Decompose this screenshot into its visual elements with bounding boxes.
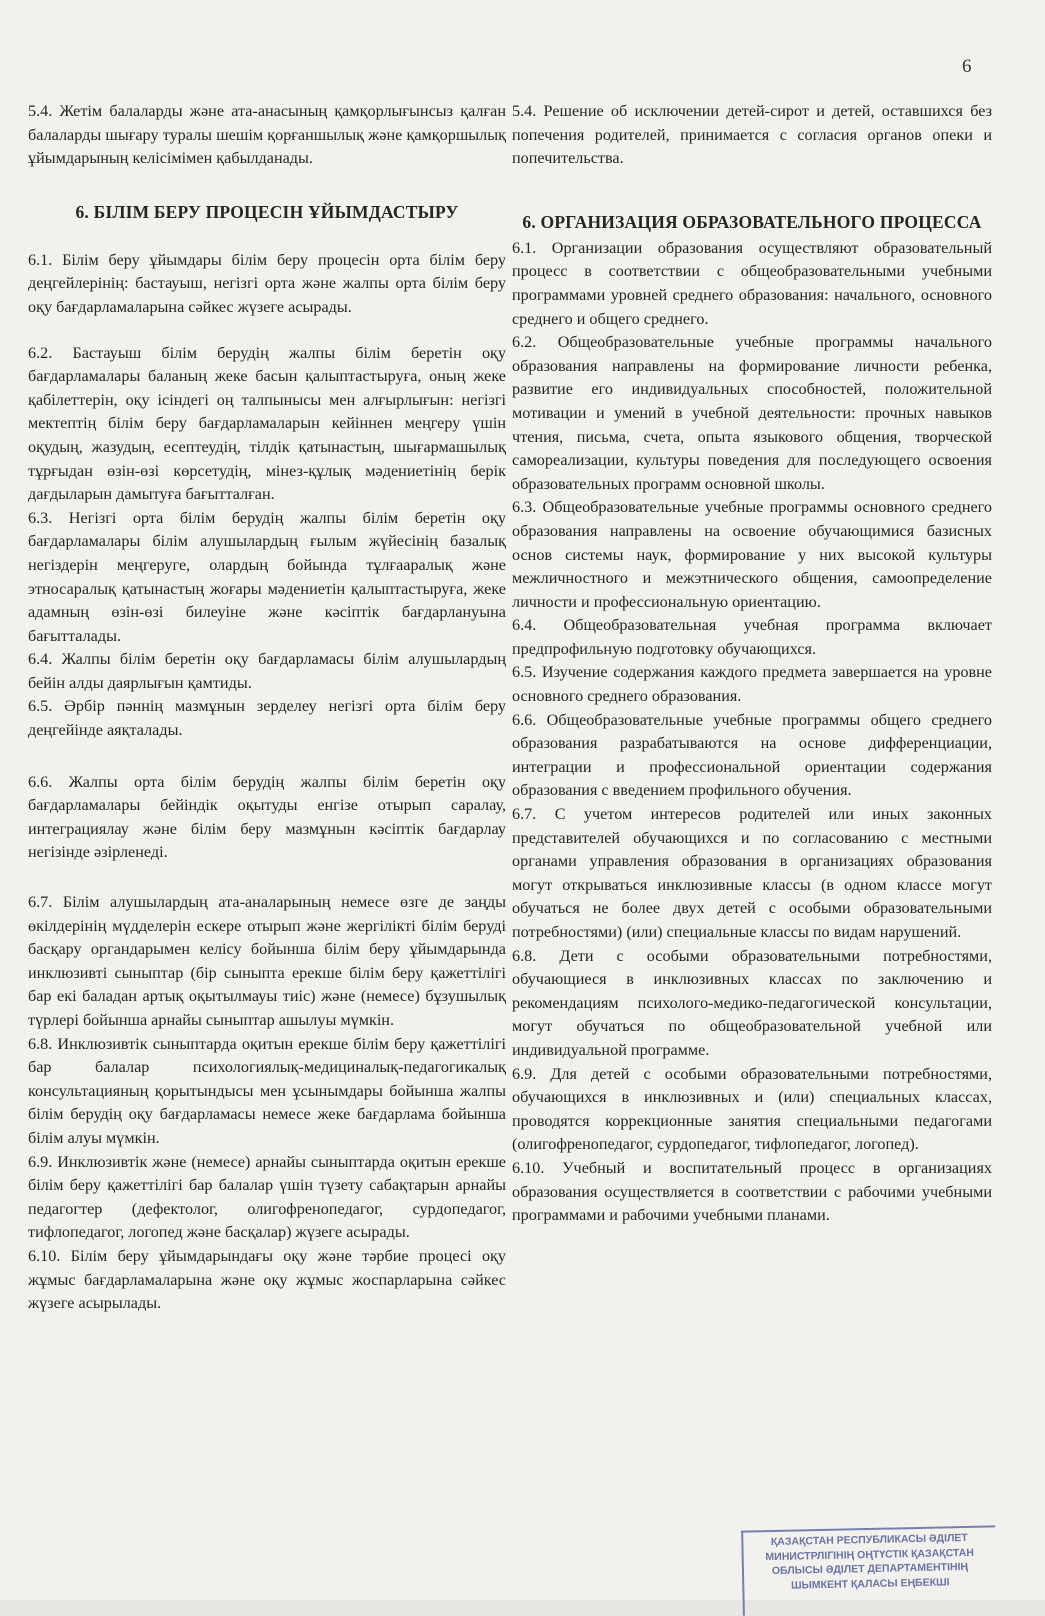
ru-paragraph-6-8: 6.8. Дети с особыми образовательными потребностями, обучающиеся в инклюзивных классах по заключению и рекомендациям психолого-медико-педагогической консультации, могут обучаться по общеобразовательной учебной или индивидуальной программе. bbox=[512, 946, 992, 1059]
ru-paragraph-5-4: 5.4. Решение об исключении детей-сирот и детей, оставшихся без попечения родителей, принимается с согласия органов опеки и попечительства. bbox=[512, 102, 992, 168]
kz-paragraph-6-1: 6.1. Білім беру ұйымдары білім беру процесін орта білім беру деңгейлерінің: бастауыш, негізгі орта және жалпы орта білім беру оқу бағдарламаларына сәйкес жүзеге асырады. bbox=[28, 250, 506, 316]
kz-paragraph-5-4: 5.4. Жетім балаларды және ата-анасының қамқорлығынсыз қалған балаларды шығару туралы шешім қорғаншылық және қамқоршылық ұйымдарының келісімімен қабылданады. bbox=[28, 102, 506, 168]
stamp-line-3: ОБЛЫСЫ ӘДІЛЕТ ДЕПАРТАМЕНТІНІҢ bbox=[771, 1560, 969, 1578]
ru-paragraph-6-6: 6.6. Общеобразовательные учебные программы общего среднего образования разрабатываются на основе дифференциации, интеграции и профессиональной ориентации содержания образования с введением профильного обучения. bbox=[512, 710, 992, 800]
page-number: 6 bbox=[962, 56, 972, 77]
ru-paragraph-6-3: 6.3. Общеобразовательные учебные программы основного среднего образования направлены на освоение обучающимися базисных основ системы наук, формирование у них высокой культуры межличностного и межэтнического общения, самоопределение личности и профессиональную ориентацию. bbox=[512, 498, 992, 611]
stamp-line-4: ШЫМКЕНТ ҚАЛАСЫ ЕҢБЕКШІ bbox=[790, 1575, 950, 1592]
kz-paragraph-6-5: 6.5. Әрбір пәннің мазмұнын зерделеу негізгі орта білім беру деңгейінде аяқталады. bbox=[28, 697, 506, 740]
kz-paragraph-6-8: 6.8. Инклюзивтік сыныптарда оқитын ерекше білім беру қажеттілігі бар балалар психологиялық-медициналық-педагогикалық консультацияның қорытындысы мен ұсынымдары бойынша жалпы білім берудің оқу бағдарламасы немесе жеке бағдарлама бойынша білім алуы мүмкін. bbox=[28, 1034, 506, 1147]
ru-paragraph-6-4: 6.4. Общеобразовательная учебная программа включает предпрофильную подготовку обучающихся. bbox=[512, 616, 992, 658]
russian-column bbox=[512, 100, 992, 1228]
kz-paragraph-6-3: 6.3. Негізгі орта білім берудің жалпы білім беретін оқу бағдарламалары білім алушылардың ғылым жүйесінің базалық негіздерін меңгеруге, олардың бойында тұлғааралық және этносаралық қатынастың жоғары мәдениетін қалыптастыруға, жеке адамның өзін-өзі билеуіне және кәсіптік бағдарлануына бағытталады. bbox=[28, 508, 506, 645]
kazakh-column bbox=[28, 100, 506, 1316]
ru-paragraph-6-5: 6.5. Изучение содержания каждого предмета завершается на уровне основного среднего образования. bbox=[512, 663, 992, 706]
kz-paragraph-6-4: 6.4. Жалпы білім беретін оқу бағдарламасы білім алушылардың бейін алды даярлығын қамтиды. bbox=[28, 650, 506, 692]
kz-section-heading: 6. БІЛІМ БЕРУ ПРОЦЕСІН ҰЙЫМДАСТЫРУ bbox=[75, 201, 459, 222]
ru-paragraph-6-1: 6.1. Организации образования осуществляют образовательный процесс в соответствии с общеобразовательными учебными программами уровней среднего образования: начального, основного среднего и общего среднего. bbox=[512, 238, 992, 328]
kz-paragraph-6-9: 6.9. Инклюзивтік және (немесе) арнайы сыныптарда оқитын ерекше білім беру қажеттілігі бар балалар үшін түзету сабақтарын арнайы педагогтер (дефектолог, олигофренопедагог, сурдопедагог, тифлопедагог, логопед және басқалар) жүзеге асырады. bbox=[28, 1152, 506, 1242]
ru-paragraph-6-2: 6.2. Общеобразовательные учебные программы начального образования направлены на формирование личности ребенка, развитие его индивидуальных способностей, положительной мотивации и умений в учебной деятельности: прочных навыков чтения, письма, счета, опыта языкового общения, творческой самореализации, культуры поведения для последующего освоения образовательных программ основной школы. bbox=[512, 333, 992, 493]
official-stamp bbox=[741, 1525, 997, 1615]
ru-section-heading: 6. ОРГАНИЗАЦИЯ ОБРАЗОВАТЕЛЬНОГО ПРОЦЕССА bbox=[522, 211, 982, 232]
stamp-line-2: МИНИСТРЛІГІНІҢ ОҢТҮСТІК ҚАЗАҚСТАН bbox=[765, 1546, 974, 1563]
kz-paragraph-6-7: 6.7. Білім алушылардың ата-аналарының немесе өзге де заңды өкілдерінің мүдделерін ескере отырып және жергілікті білім беруді басқару органдарымен келісу бойынша білім беру ұйымдарында инклюзивті сыныптар (бір сыныпта ерекше білім беру қажеттілігі бар екі баладан артық оқытылмауы тиіс) және (немесе) бұзушылық түрлері бойынша арнайы сыныптар ашылуы мүмкін. bbox=[28, 893, 506, 1029]
kz-paragraph-6-6: 6.6. Жалпы орта білім берудің жалпы білім беретін оқу бағдарламалары бейіндік оқытуды енгізе отырып саралау, интеграциялау және білім беру мазмұнын кәсіптік бағдарлау негізінде әзірленеді. bbox=[28, 772, 506, 862]
kz-paragraph-6-10: 6.10. Білім беру ұйымдарындағы оқу және тәрбие процесі оқу жұмыс бағдарламаларына және оқу жұмыс жоспарларына сәйкес жүзеге асырылады. bbox=[28, 1246, 506, 1313]
ru-paragraph-6-7: 6.7. С учетом интересов родителей или иных законных представителей обучающихся и по согласованию с местными органами управления образования в организациях образования могут открываться инклюзивные классы (в одном классе могут обучаться не более двух детей с особыми образовательными потребностями) (или) специальные классы по видам нарушений. bbox=[512, 805, 992, 941]
ru-paragraph-6-10: 6.10. Учебный и воспитательный процесс в организациях образования осуществляется в соответствии с рабочими учебными программами и рабочими учебными планами. bbox=[512, 1158, 992, 1225]
kz-paragraph-6-2: 6.2. Бастауыш білім берудің жалпы білім беретін оқу бағдарламалары баланың жеке басын қалыптастыруға, оның жеке қабілеттерін, оқу ісіндегі оң талпынысы мен алғырлығын: негізгі мектептің білім беру бағдарламаларын кейіннен меңгеру үшін оқудың, жазудың, есептеудің, тілдік қатынастың, шығармашылық тұрғыдан өзін-өзі көрсетудің, мінез-құлық мәдениетінің берік дағдыларын дамытуға бағытталған. bbox=[28, 343, 506, 504]
ru-paragraph-6-9: 6.9. Для детей с особыми образовательными потребностями, обучающихся в инклюзивных и (или) специальных классах, проводятся коррекционные занятия специальными педагогами (олигофренопедагог, сурдопедагог, тифлопедагог, логопед). bbox=[512, 1064, 992, 1154]
stamp-line-1: ҚАЗАҚСТАН РЕСПУБЛИКАСЫ ӘДІЛЕТ bbox=[770, 1531, 968, 1549]
